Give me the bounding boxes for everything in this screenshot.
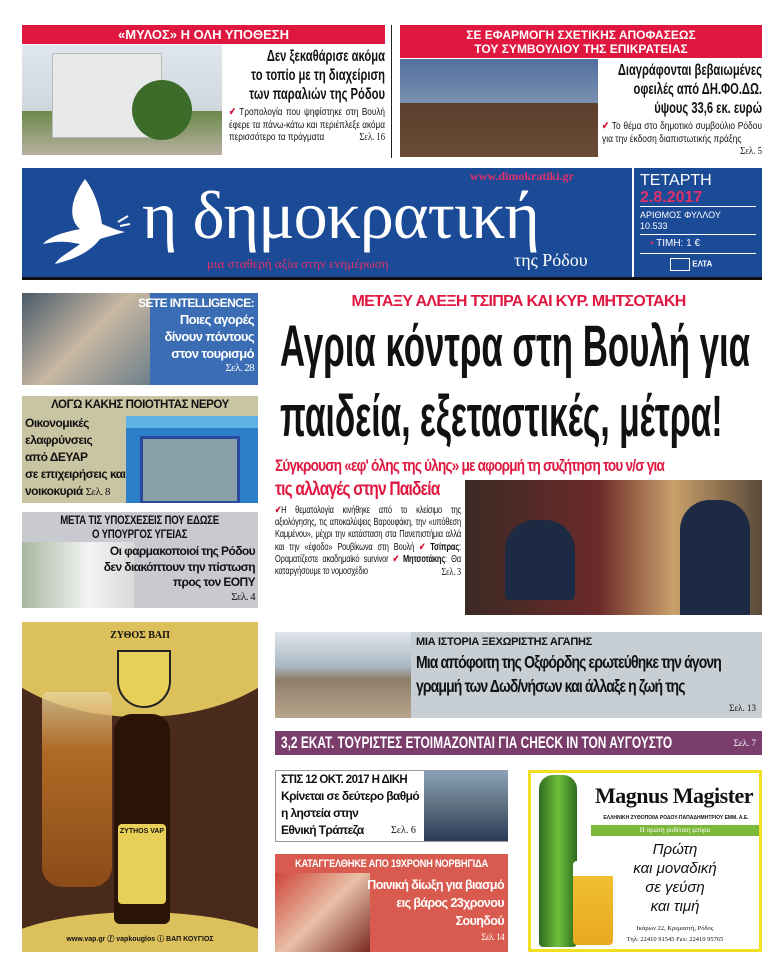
teaser-oxford[interactable] <box>275 632 762 718</box>
price: ΤΙΜΗ: 1 € <box>656 238 701 249</box>
page-ref: Σελ. 6 <box>391 825 416 836</box>
green-bottle <box>539 775 577 947</box>
deyar-building-photo <box>126 416 258 503</box>
page-ref: Σελ. 16 <box>359 131 385 143</box>
day: ΤΕΤΑΡΤΗ <box>640 172 712 189</box>
hands-photo <box>275 873 370 952</box>
title-line: το τοπίο με τη διαχείριση <box>251 67 385 84</box>
title-line: εις βάρος 23χρονου <box>396 896 504 910</box>
page-ref: Σελ. 3 <box>441 566 461 579</box>
kicker: ΣΤΙΣ 12 ΟΚΤ. 2017 Η ΔΙΚΗ <box>281 774 408 786</box>
title-line: σε επιχειρήσεις και <box>25 467 126 481</box>
parliament-photo <box>465 480 762 615</box>
dove-logo-icon <box>40 174 135 269</box>
check-icon: ✔ <box>229 106 240 118</box>
quote-name: Τσίπρας <box>430 541 460 553</box>
title-line: Διαγράφονται βεβαιωμένες <box>617 62 762 79</box>
title-line: Κρίνεται σε δεύτερο βαθμό <box>281 789 420 803</box>
date: 2.8.2017 <box>640 189 756 207</box>
kicker: ΣΕ ΕΦΑΡΜΟΓΗ ΣΧΕΤΙΚΗΣ ΑΠΟΦΑΣΕΩΣ <box>466 28 696 42</box>
lead-body: Η θεματολογία κινήθηκε από το κλείσιμο της αξιολόγησης, τις αποκαλύψεις Βαρουφάκη, την «υπόθεση Καμμένου», μέχρι την κατάσταση στα Πανεπιστήμια αλλά και την «έφοδο» Ρουβίκωνα στη Βουλή <box>275 505 461 553</box>
police-photo <box>424 771 508 841</box>
lead-headline[interactable] <box>280 312 762 452</box>
tagline: Η πρώτη ροδίτικη μπύρα <box>591 825 759 836</box>
bottle-label: ZYTHOS VAP <box>118 824 166 904</box>
phones: Τηλ: 22410 91545 Fax: 22410 95765 <box>626 936 724 943</box>
title-line: η ληστεία στην <box>281 806 359 820</box>
page-ref: Σελ. 13 <box>729 703 756 713</box>
website-link[interactable]: www.dimokratiki.gr <box>470 169 575 183</box>
title-line: νοικοκυριά <box>25 484 83 498</box>
title-line: Εθνική Τράπεζα <box>281 823 364 837</box>
page-ref: Σελ. 4 <box>231 590 255 603</box>
slogan-line: Πρώτη <box>652 841 698 858</box>
headline-line: παιδεία, εξεταστικές, μέτρα! <box>280 384 723 449</box>
check-icon: ✔ <box>392 553 399 565</box>
check-icon: ✔ <box>602 120 612 132</box>
postage-icon <box>670 258 690 271</box>
council-photo <box>400 59 598 157</box>
page-ref: Σελ. 28 <box>225 362 254 374</box>
brand: Magnus Magister <box>594 783 754 808</box>
title-line: Μια απόφοιτη της Οξφόρδης ερωτεύθηκε την άγονη <box>416 652 721 672</box>
quote: : Οραματίζεστε ακαδημαϊκό survivor <box>275 541 461 565</box>
title-line: προς τον ΕΟΠΥ <box>172 575 255 589</box>
kicker: «ΜΥΛΟΣ» Η ΟΛΗ ΥΠΟΘΕΣΗ <box>22 25 385 44</box>
ad-footer: www.vap.gr ⓕ vapkouglos ⓘ ΒΑΠ ΚΟΥΓΙΟΣ <box>66 936 214 943</box>
title-line: Οι φαρμακοποιοί της Ρόδου <box>109 544 255 558</box>
title-line: δεν διακόπτουν την πίστωση <box>103 559 255 574</box>
issue-number: 10.533 <box>640 221 756 235</box>
slogan-line: σε γεύση <box>645 879 705 896</box>
building-photo <box>22 45 222 155</box>
page-ref: Σελ. 14 <box>481 932 504 942</box>
title-line: Σουηδού <box>455 914 504 928</box>
title-line: γραμμή των Δωδ/νήσων και άλλαξε η ζωή της <box>416 676 685 696</box>
teaser-norway[interactable] <box>275 854 508 952</box>
title-line: δίνουν πόντους <box>164 329 254 344</box>
company: ΕΛΛΗΝΙΚΗ ΖΥΘΟΠΟΙΙΑ ΡΟΔΟΥ-ΠΑΠΑΔΗΜΗΤΡΙΟΥ ΕΜΜ. Α.Ε. <box>603 815 749 821</box>
title-line: Ποιες αγορές <box>179 312 254 327</box>
page-ref: Σελ. 8 <box>85 486 110 498</box>
kicker: Ο ΥΠΟΥΡΓΟΣ ΥΓΕΙΑΣ <box>92 529 188 541</box>
headline-line: Αγρια κόντρα στη Βουλή για <box>280 314 751 379</box>
teaser-trial[interactable] <box>275 770 508 842</box>
subhead-line: Σύγκρουση «εφ' όλης της ύλης» με αφορμή τη συζήτηση του ν/σ για <box>275 456 665 475</box>
page-ref: Σελ. 5 <box>740 145 762 157</box>
title-line: Οικονομικές <box>25 416 89 430</box>
brand: ΖΥΘΟΣ ΒΑΠ <box>110 630 170 641</box>
body: Τροπολογία που ψηφίστηκε στη Βουλή έφερε τα πάνω-κάτω και περιέπλεξε ακόμα περισσότερο τα πράγματα <box>229 106 385 143</box>
subhead-line: τις αλλαγές στην Παιδεία <box>275 479 440 500</box>
newspaper-title: η δημοκρατική <box>142 177 539 253</box>
masthead <box>22 168 762 280</box>
coast-dog-photo <box>275 632 411 718</box>
body: Το θέμα στο δημοτικό συμβούλιο Ρόδου για την έκδοση διαπιστωτικής πράξης <box>602 120 762 145</box>
kicker: ΚΑΤΑΓΓΕΛΘΗΚΕ ΑΠΟ 19ΧΡΟΝΗ ΝΟΡΒΗΓΙΔΑ <box>294 858 488 870</box>
beer-glass <box>42 692 112 887</box>
title-line: ελαφρύνσεις <box>25 433 93 447</box>
slogan-line: και τιμή <box>650 898 700 915</box>
lead-kicker: ΜΕΤΑΞΥ ΑΛΕΞΗ ΤΣΙΠΡΑ ΚΑΙ ΚΥΡ. ΜΗΤΣΟΤΑΚΗ <box>351 293 686 310</box>
teaser-mylos[interactable] <box>22 25 385 158</box>
divider <box>391 25 392 158</box>
kicker: SETE INTELLIGENCE: <box>138 296 254 310</box>
title-line: Ποινική δίωξη για βιασμό <box>367 878 504 892</box>
page-ref: Σελ. 7 <box>733 738 756 748</box>
tourists-photo <box>22 293 150 385</box>
subtitle: της Ρόδου <box>514 250 588 270</box>
quote: : Θα καταργήσουμε το νομοσχέδιο <box>275 553 461 578</box>
title-line: από ΔΕΥΑΡ <box>25 450 88 464</box>
teaser-pharmacists[interactable] <box>22 512 258 608</box>
shield-logo-icon <box>117 650 171 708</box>
check-icon: ✔ <box>275 505 282 516</box>
issue-label: ΑΡΙΘΜΟΣ ΦΥΛΛΟΥ <box>640 210 721 220</box>
kicker: ΛΟΓΩ ΚΑΚΗΣ ΠΟΙΟΤΗΤΑΣ ΝΕΡΟΥ <box>51 399 229 411</box>
kicker: ΜΕΤΑ ΤΙΣ ΥΠΟΣΧΕΣΕΙΣ ΠΟΥ ΕΔΩΣΕ <box>60 515 219 527</box>
title-line: στον τουρισμό <box>171 346 254 361</box>
kicker: ΤΟΥ ΣΥΜΒΟΥΛΙΟΥ ΤΗΣ ΕΠΙΚΡΑΤΕΙΑΣ <box>474 42 688 56</box>
teaser-sete[interactable] <box>22 293 258 385</box>
info-panel: ΤΕΤΑΡΤΗ 2.8.2017 ΑΡΙΘΜΟΣ ΦΥΛΛΟΥ 10.533 • ΤΙΜΗ: 1 € ΕΛΤΑ <box>632 168 762 277</box>
kicker: ΜΙΑ ΙΣΤΟΡΙΑ ΞΕΧΩΡΙΣΤΗΣ ΑΓΑΠΗΣ <box>416 636 592 648</box>
slogan: μια σταθερή αξία στην ενημέρωση <box>207 256 389 271</box>
address: Ικάρων 22, Κρεμαστή, Ρόδος <box>636 925 714 932</box>
vap-beer-ad[interactable] <box>22 622 258 952</box>
beer-bottle <box>114 714 170 924</box>
quote-name: Μητσοτάκης <box>403 553 446 565</box>
teaser-dhfodo[interactable] <box>400 25 762 158</box>
title-line: οφειλές από ΔΗ.ΦΟ.ΔΩ. <box>633 81 762 98</box>
magnus-magister-ad[interactable] <box>528 770 762 952</box>
title-line: ύψους 33,6 εκ. ευρώ <box>654 100 762 117</box>
check-icon: ✔ <box>419 541 426 553</box>
title-line: Δεν ξεκαθάρισε ακόμα <box>266 48 385 65</box>
tourists-banner[interactable] <box>275 731 762 755</box>
elta-logo: ΕΛΤΑ <box>692 259 713 269</box>
slogan-line: και μοναδική <box>633 860 717 877</box>
title-line: των παραλιών της Ρόδου <box>249 86 385 103</box>
teaser-deyar[interactable] <box>22 396 258 503</box>
banner-title: 3,2 ΕΚΑΤ. ΤΟΥΡΙΣΤΕΣ ΕΤΟΙΜΑΖΟΝΤΑΙ ΓΙΑ CHECK IN ΤΟΝ ΑΥΓΟΥΣΤΟ <box>281 733 673 752</box>
